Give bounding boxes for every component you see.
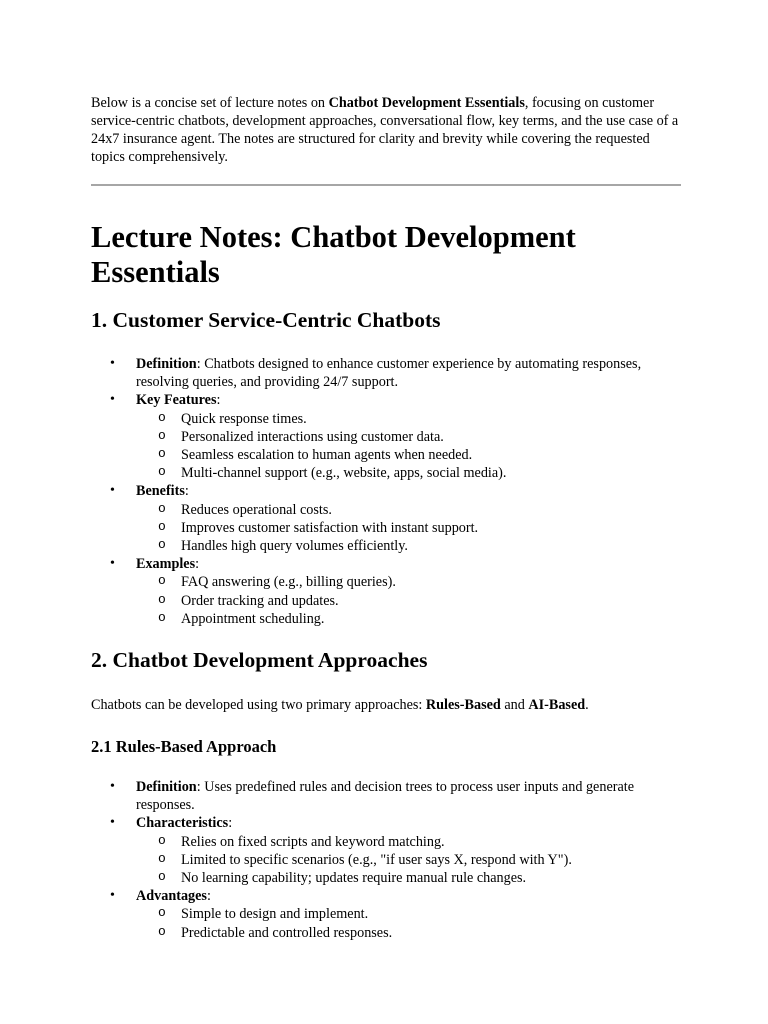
document-page bbox=[91, 94, 681, 942]
intro-text-start: Below is a concise set of lecture notes on bbox=[91, 95, 329, 111]
sub-bullet-item: o Simple to design and implement. bbox=[136, 905, 681, 923]
bullet-text: : bbox=[216, 392, 221, 409]
sub-bullet-item: o Improves customer satisfaction with instant support. bbox=[136, 519, 681, 537]
intro-text-end: , focusing on customer service-centric chatbots, development approaches, conversational flow, key terms, and the use case of a 24x7 insurance agent. The notes are structured for clarity and brevity while covering the requested topics comprehensively. bbox=[91, 95, 679, 165]
approach-ai-based: AI-Based bbox=[528, 697, 586, 714]
sub-bullet-item: o Personalized interactions using customer data. bbox=[136, 428, 681, 446]
bullet-label: Key Features bbox=[136, 392, 217, 409]
intro-paragraph bbox=[91, 94, 681, 166]
bullet-item bbox=[91, 778, 681, 814]
approaches-text-start: Chatbots can be developed using two primary approaches: bbox=[91, 697, 426, 714]
section-heading-development-approaches: 2. Chatbot Development Approaches bbox=[91, 648, 428, 673]
rules-based-bullet-list bbox=[91, 778, 681, 942]
bullet-text: : bbox=[184, 483, 189, 500]
subsection-heading-rules-based: 2.1 Rules-Based Approach bbox=[91, 737, 277, 757]
approach-rules-based: Rules-Based bbox=[425, 697, 501, 714]
sub-bullet-item: o Order tracking and updates. bbox=[136, 592, 681, 610]
sub-bullet-list bbox=[136, 905, 681, 941]
bullet-text: : Chatbots designed to enhance customer experience by automating responses, resolving queries, and providing 24/7 support. bbox=[136, 356, 642, 391]
horizontal-divider bbox=[91, 184, 681, 186]
sub-bullet-item: o Predictable and controlled responses. bbox=[136, 924, 681, 942]
section1-bullet-list bbox=[91, 355, 681, 628]
bullet-item bbox=[91, 355, 681, 391]
bullet-label: Benefits bbox=[136, 483, 185, 500]
sub-bullet-item: o Handles high query volumes efficiently. bbox=[136, 537, 681, 555]
section-heading-customer-service: 1. Customer Service-Centric Chatbots bbox=[91, 308, 441, 332]
bullet-item bbox=[91, 482, 681, 555]
bullet-text: : Uses predefined rules and decision trees to process user inputs and generate responses. bbox=[136, 779, 635, 814]
bullet-label: Definition bbox=[136, 779, 197, 796]
sub-bullet-list bbox=[136, 410, 681, 483]
sub-bullet-item: o Reduces operational costs. bbox=[136, 501, 681, 519]
sub-bullet-item: o Relies on fixed scripts and keyword matching. bbox=[136, 833, 681, 851]
sub-bullet-list bbox=[136, 833, 681, 888]
sub-bullet-item: o Seamless escalation to human agents when needed. bbox=[136, 446, 681, 464]
bullet-item bbox=[91, 391, 681, 482]
sub-bullet-list bbox=[136, 573, 681, 628]
bullet-label: Definition bbox=[136, 356, 197, 372]
approaches-text-end: . bbox=[585, 697, 589, 714]
sub-bullet-list bbox=[136, 501, 681, 556]
document-title: Lecture Notes: Chatbot Development Essentials bbox=[91, 220, 576, 289]
bullet-item bbox=[91, 887, 681, 942]
approaches-text-mid: and bbox=[500, 697, 529, 714]
bullet-item bbox=[91, 555, 681, 628]
bullet-text: : bbox=[228, 815, 233, 832]
bullet-label: Advantages bbox=[136, 888, 207, 905]
bullet-item bbox=[91, 814, 681, 887]
bullet-label: Examples bbox=[136, 556, 196, 573]
approaches-paragraph bbox=[91, 696, 681, 714]
sub-bullet-item: o Limited to specific scenarios (e.g., "if user says X, respond with Y"). bbox=[136, 851, 681, 869]
bullet-label: Characteristics bbox=[136, 815, 229, 832]
intro-bold-topic: Chatbot Development Essentials bbox=[328, 95, 525, 111]
sub-bullet-item: o Multi-channel support (e.g., website, apps, social media). bbox=[136, 464, 681, 482]
bullet-text: : bbox=[195, 556, 200, 573]
bullet-text: : bbox=[206, 888, 211, 905]
sub-bullet-item: o Quick response times. bbox=[136, 410, 681, 428]
sub-bullet-item: o Appointment scheduling. bbox=[136, 610, 681, 628]
sub-bullet-item: o No learning capability; updates require manual rule changes. bbox=[136, 869, 681, 887]
sub-bullet-item: o FAQ answering (e.g., billing queries). bbox=[136, 573, 681, 591]
